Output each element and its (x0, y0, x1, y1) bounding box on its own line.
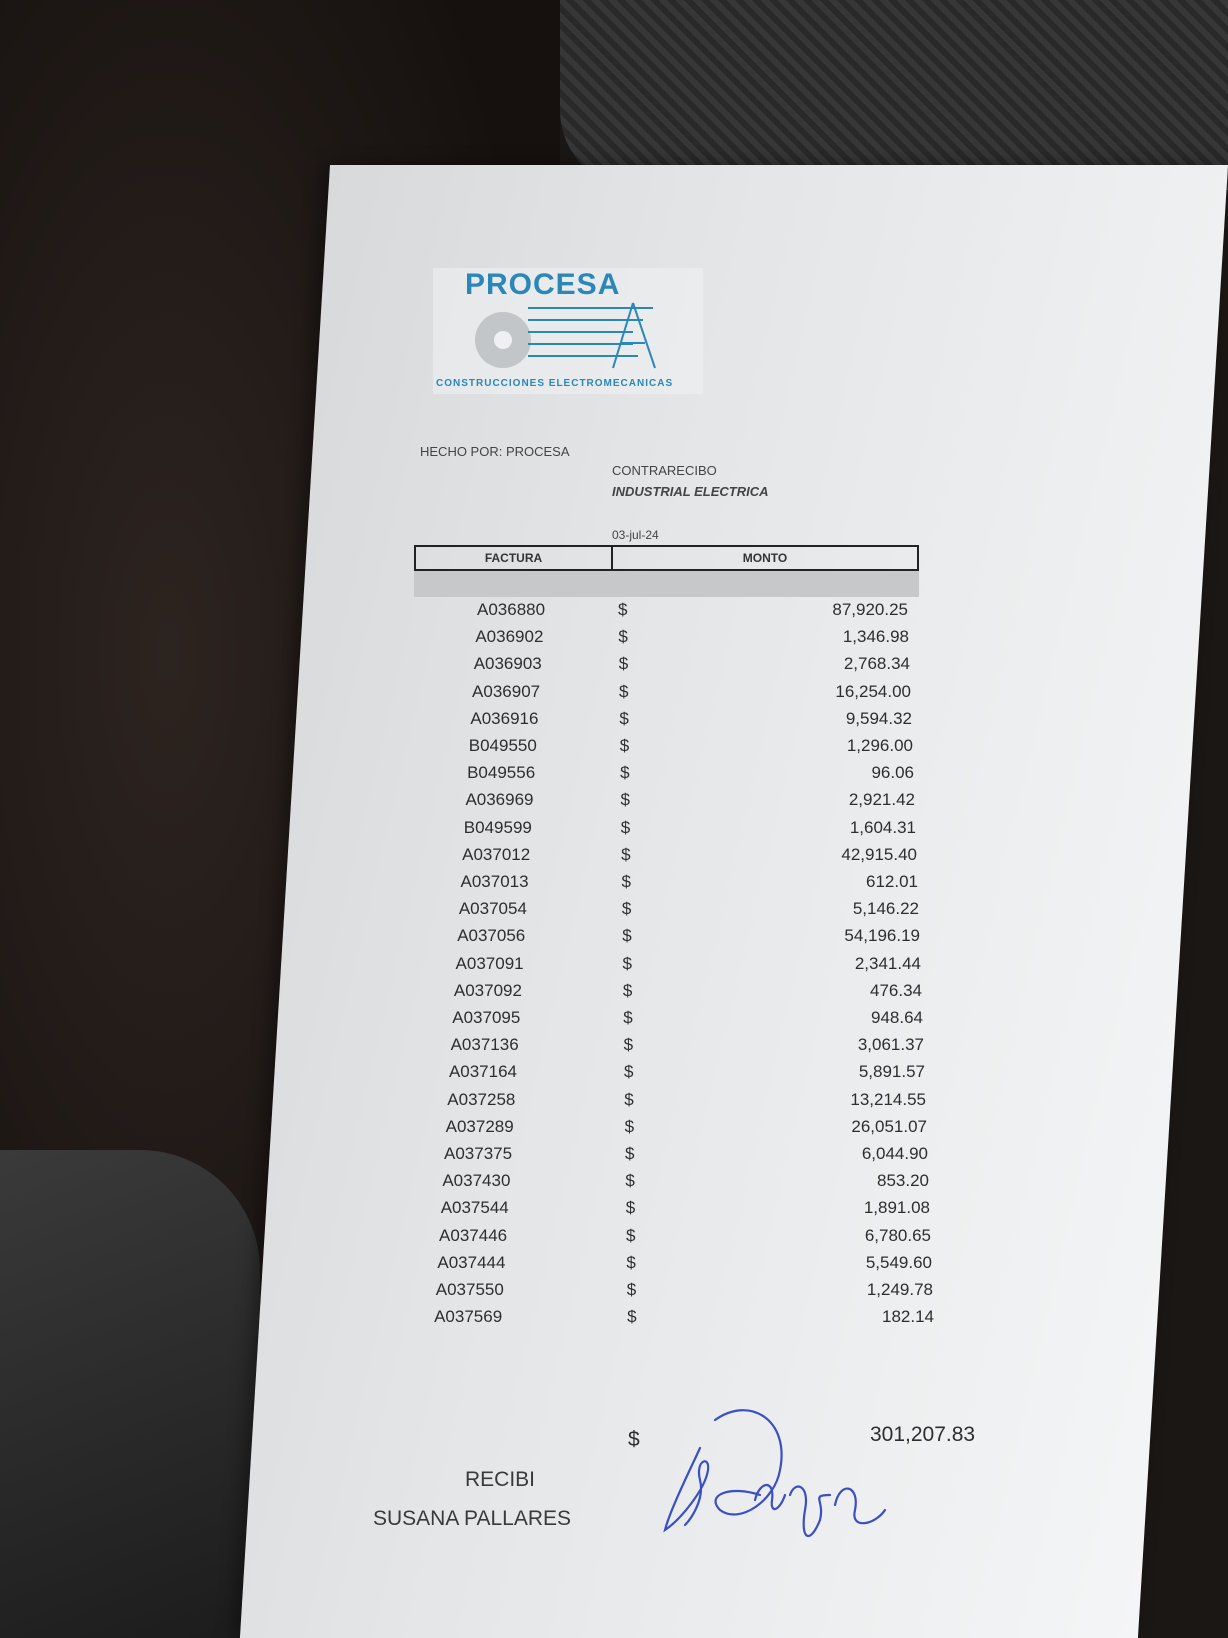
invoice-number: A037289 (445, 1116, 514, 1136)
invoice-amount: 948.64 (871, 1008, 923, 1027)
currency-symbol: $ (620, 817, 631, 837)
currency-symbol: $ (620, 790, 630, 810)
invoice-number: A036907 (472, 681, 541, 701)
received-label: RECIBI (465, 1468, 536, 1491)
invoice-amount: 6,780.65 (864, 1225, 931, 1245)
table-row (0, 899, 1228, 925)
currency-symbol: $ (621, 844, 631, 864)
invoice-amount: 1,346.98 (842, 627, 909, 647)
invoice-amount: 6,044.90 (861, 1144, 928, 1163)
currency-symbol: $ (623, 1035, 634, 1055)
table-row (0, 627, 1228, 653)
invoice-amount: 9,594.32 (845, 708, 912, 728)
currency-symbol: $ (622, 953, 633, 973)
table-row (0, 1171, 1228, 1197)
invoice-number: A037013 (460, 872, 529, 891)
table-row (0, 926, 1228, 952)
invoice-number: A037569 (434, 1307, 503, 1327)
invoice-number: A036969 (465, 790, 534, 810)
invoice-number: A036903 (473, 654, 542, 674)
currency-symbol: $ (618, 600, 628, 619)
invoice-amount: 853.20 (877, 1171, 929, 1191)
invoice-number: A037164 (448, 1062, 518, 1082)
invoice-number: A037446 (439, 1225, 508, 1245)
table-row (0, 1090, 1228, 1116)
invoice-number: A036880 (477, 600, 546, 619)
table-row (0, 981, 1228, 1007)
table-row (0, 654, 1228, 680)
invoice-amount: 26,051.07 (851, 1116, 927, 1136)
table-row (0, 845, 1228, 871)
table-row (0, 790, 1228, 816)
made-by-label: HECHO POR: PROCESA (420, 444, 570, 459)
invoice-amount: 1,604.31 (849, 817, 916, 837)
table-row (0, 1035, 1228, 1061)
table-header (414, 545, 919, 571)
invoice-number: A037430 (442, 1171, 511, 1191)
currency-symbol: $ (621, 899, 632, 919)
invoice-amount: 2,768.34 (843, 654, 910, 674)
table-row (0, 1198, 1228, 1224)
currency-symbol: $ (620, 763, 630, 783)
invoice-number: A037375 (444, 1144, 513, 1163)
handwritten-signature (660, 1400, 910, 1550)
currency-symbol: $ (624, 1089, 634, 1109)
table-row (0, 1280, 1228, 1306)
invoice-amount: 1,296.00 (846, 736, 913, 755)
company-name: INDUSTRIAL ELECTRICA (612, 484, 769, 499)
table-shaded-band (414, 571, 919, 597)
currency-symbol: $ (623, 1008, 633, 1027)
currency-symbol: $ (621, 872, 631, 891)
table-row (0, 1117, 1228, 1143)
invoice-number: A037056 (457, 926, 526, 946)
invoice-number: B049550 (468, 736, 537, 755)
currency-symbol: $ (623, 1062, 634, 1082)
invoice-amount: 2,341.44 (854, 953, 921, 973)
table-row (0, 763, 1228, 789)
currency-symbol: $ (619, 681, 629, 701)
invoice-amount: 42,915.40 (841, 844, 917, 864)
invoice-number: A037444 (437, 1252, 506, 1272)
table-row (0, 600, 1228, 626)
table-row (0, 682, 1228, 708)
invoice-number: A037258 (447, 1089, 516, 1109)
invoice-amount: 1,249.78 (866, 1280, 933, 1299)
invoice-number: A036916 (470, 708, 539, 728)
invoice-number: A037092 (453, 980, 522, 1000)
table-row (0, 1226, 1228, 1252)
total-amount: 301,207.83 (870, 1423, 976, 1446)
invoice-amount: 96.06 (871, 763, 914, 783)
invoice-amount: 3,061.37 (857, 1035, 924, 1055)
invoice-amount: 612.01 (866, 872, 918, 891)
invoice-amount: 5,146.22 (852, 899, 919, 919)
invoice-amount: 16,254.00 (835, 681, 911, 701)
currency-symbol: $ (626, 1252, 636, 1272)
invoice-number: A037012 (462, 844, 531, 864)
column-header-factura: FACTURA (416, 547, 613, 569)
invoice-amount: 2,921.42 (848, 790, 915, 810)
invoice-amount: 476.34 (870, 980, 922, 1000)
invoice-number: A036902 (475, 627, 544, 647)
invoice-number: B049556 (467, 763, 536, 783)
receiver-name: SUSANA PALLARES (373, 1507, 572, 1530)
invoice-number: A037095 (452, 1008, 521, 1027)
table-row (0, 1144, 1228, 1170)
currency-symbol: $ (624, 1116, 635, 1136)
table-row (0, 1008, 1228, 1034)
table-row (0, 872, 1228, 898)
table-row (0, 954, 1228, 980)
logo-subtitle: CONSTRUCCIONES ELECTROMECANICAS (436, 378, 674, 389)
currency-symbol: $ (625, 1144, 635, 1163)
currency-symbol: $ (622, 926, 632, 946)
currency-symbol: $ (625, 1171, 635, 1191)
currency-symbol: $ (619, 708, 629, 728)
table-row (0, 1062, 1228, 1088)
document-type: CONTRARECIBO (612, 463, 717, 478)
currency-symbol: $ (627, 1307, 637, 1327)
invoice-amount: 5,891.57 (858, 1062, 925, 1082)
invoice-number: A037054 (458, 899, 527, 919)
invoice-amount: 182.14 (882, 1307, 934, 1327)
invoice-number: B049599 (463, 817, 532, 837)
currency-symbol: $ (619, 736, 630, 755)
currency-symbol: $ (625, 1198, 636, 1218)
currency-symbol: $ (622, 980, 633, 1000)
table-row (0, 1253, 1228, 1279)
invoice-amount: 5,549.60 (865, 1252, 932, 1272)
document-date: 03-jul-24 (612, 528, 659, 542)
invoice-number: A037091 (455, 953, 524, 973)
currency-symbol: $ (626, 1280, 637, 1299)
invoice-number: A037136 (450, 1035, 519, 1055)
table-row (0, 709, 1228, 735)
invoice-number: A037550 (435, 1280, 504, 1299)
total-currency-symbol: $ (628, 1428, 640, 1451)
invoice-number: A037544 (440, 1198, 509, 1218)
invoice-amount: 1,891.08 (863, 1198, 930, 1218)
invoice-amount: 13,214.55 (850, 1089, 926, 1109)
invoice-amount: 54,196.19 (844, 926, 920, 946)
currency-symbol: $ (618, 627, 628, 647)
invoice-amount: 87,920.25 (832, 600, 908, 619)
logo-title: PROCESA (465, 268, 621, 301)
table-row (0, 1307, 1228, 1333)
table-row (0, 818, 1228, 844)
currency-symbol: $ (626, 1225, 636, 1245)
currency-symbol: $ (618, 654, 629, 674)
column-header-monto: MONTO (742, 551, 788, 565)
table-row (0, 736, 1228, 762)
